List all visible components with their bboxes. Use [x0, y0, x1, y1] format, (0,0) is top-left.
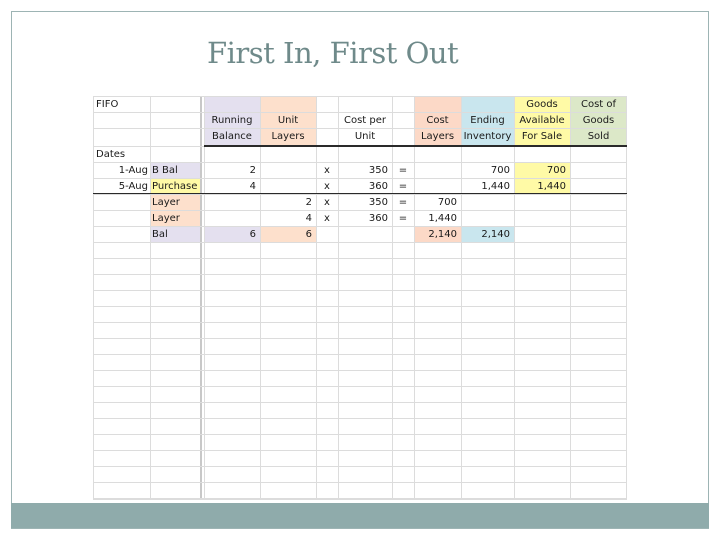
ending-inventory-cell: 700: [490, 165, 510, 176]
grid-line: [93, 418, 627, 419]
running-balance-cell: 6: [249, 229, 256, 240]
goods-available-cell: [514, 211, 566, 227]
date-cell: [93, 195, 148, 211]
ending-inventory-header: Ending: [470, 115, 505, 126]
grid-line: [93, 290, 627, 291]
cogs-header: Sold: [587, 131, 610, 142]
grid-line: [93, 434, 627, 435]
grid-line: [93, 499, 627, 500]
grid-line: [93, 338, 627, 339]
unit-layers-cell: 2: [305, 197, 312, 208]
cost-layers-header: Cost: [426, 115, 449, 126]
running-balance-cell: [204, 211, 256, 227]
running-balance-cell: 4: [249, 181, 256, 192]
unit-layers-cell: [260, 163, 312, 179]
goods-available-cell: [514, 227, 566, 243]
goods-available-cell: 1,440: [537, 181, 566, 192]
description-cell: Layer: [152, 197, 180, 208]
times-sign: x: [324, 181, 330, 192]
goods-available-header: Available: [519, 115, 565, 126]
unit-layers-cell: 4: [305, 213, 312, 224]
unit-layers-cell: 6: [305, 229, 312, 240]
ending-inventory-cell: [461, 195, 510, 211]
grid-line: [93, 370, 627, 371]
description-cell: Bal: [152, 229, 168, 240]
fifo-label: FIFO: [96, 99, 119, 110]
cost-per-unit-cell: 360: [368, 181, 388, 192]
unit-layers-header: Unit: [277, 115, 299, 126]
description-cell: B Bal: [152, 165, 178, 176]
cost-per-unit-cell: [338, 227, 388, 243]
goods-available-header: For Sale: [521, 131, 563, 142]
grid-line: [93, 322, 627, 323]
grid-line: [93, 258, 627, 259]
grid-line: [392, 96, 393, 500]
cogs-header: Goods: [582, 115, 615, 126]
grid-line: [260, 96, 261, 500]
ending-inventory-cell: 1,440: [481, 181, 510, 192]
grid-line: [93, 466, 627, 467]
grid-line: [93, 450, 627, 451]
times-sign: x: [324, 197, 330, 208]
grid-line: [93, 306, 627, 307]
grid-line: [200, 96, 202, 500]
grid-line: [93, 386, 627, 387]
cost-per-unit-cell: 350: [368, 165, 388, 176]
cost-per-unit-header: Unit: [354, 131, 376, 142]
ending-inventory-cell: [461, 211, 510, 227]
header-underline: [204, 145, 627, 147]
grid-line: [514, 96, 515, 500]
equals-sign: [392, 227, 414, 243]
grid-line: [338, 96, 339, 500]
times-sign: [316, 227, 338, 243]
unit-layers-cell: [260, 179, 312, 195]
grid-line: [461, 96, 462, 500]
slide-title: First In, First Out: [207, 36, 459, 70]
cost-layers-cell: 2,140: [428, 229, 457, 240]
date-cell: 5-Aug: [118, 181, 148, 192]
cost-per-unit-cell: 350: [368, 197, 388, 208]
equals-sign: =: [398, 213, 408, 224]
running-balance-header: Balance: [212, 131, 252, 142]
times-sign: x: [324, 165, 330, 176]
cost-layers-header: Layers: [420, 131, 455, 142]
grid-line: [316, 96, 317, 500]
equals-sign: =: [398, 181, 408, 192]
grid-line: [93, 482, 627, 483]
equals-sign: =: [398, 165, 408, 176]
dates-label: Dates: [96, 149, 126, 160]
cost-layers-cell: [414, 179, 457, 195]
grid-line: [626, 96, 627, 500]
grid-line: [414, 96, 415, 500]
date-cell: [93, 227, 148, 243]
cost-layers-cell: 700: [437, 197, 457, 208]
spreadsheet: [93, 96, 627, 500]
running-balance-header: Running: [211, 115, 253, 126]
ending-inventory-cell: 2,140: [481, 229, 510, 240]
equals-sign: =: [398, 197, 408, 208]
ending-inventory-header: Inventory: [463, 131, 512, 142]
goods-available-header: Goods: [526, 99, 558, 110]
running-balance-cell: 2: [249, 165, 256, 176]
cost-per-unit-header: Cost per: [343, 115, 387, 126]
description-cell: Purchase: [152, 181, 198, 192]
goods-available-cell: 700: [546, 165, 566, 176]
cost-layers-cell: 1,440: [428, 213, 457, 224]
grid-line: [150, 96, 151, 500]
date-cell: [93, 211, 148, 227]
grid-line: [93, 354, 627, 355]
unit-layers-header: Layers: [271, 131, 305, 142]
grid-line: [93, 96, 94, 500]
grid-line: [93, 274, 627, 275]
date-cell: 1-Aug: [118, 165, 148, 176]
cogs-header: Cost of: [580, 99, 617, 110]
grid-line: [204, 96, 205, 500]
cost-per-unit-cell: 360: [368, 213, 388, 224]
goods-available-cell: [514, 195, 566, 211]
footer-bar: [11, 503, 709, 528]
description-cell: Layer: [152, 213, 180, 224]
times-sign: x: [324, 213, 330, 224]
cost-layers-cell: [414, 163, 457, 179]
grid-line: [570, 96, 571, 500]
running-balance-cell: [204, 195, 256, 211]
grid-line: [93, 402, 627, 403]
